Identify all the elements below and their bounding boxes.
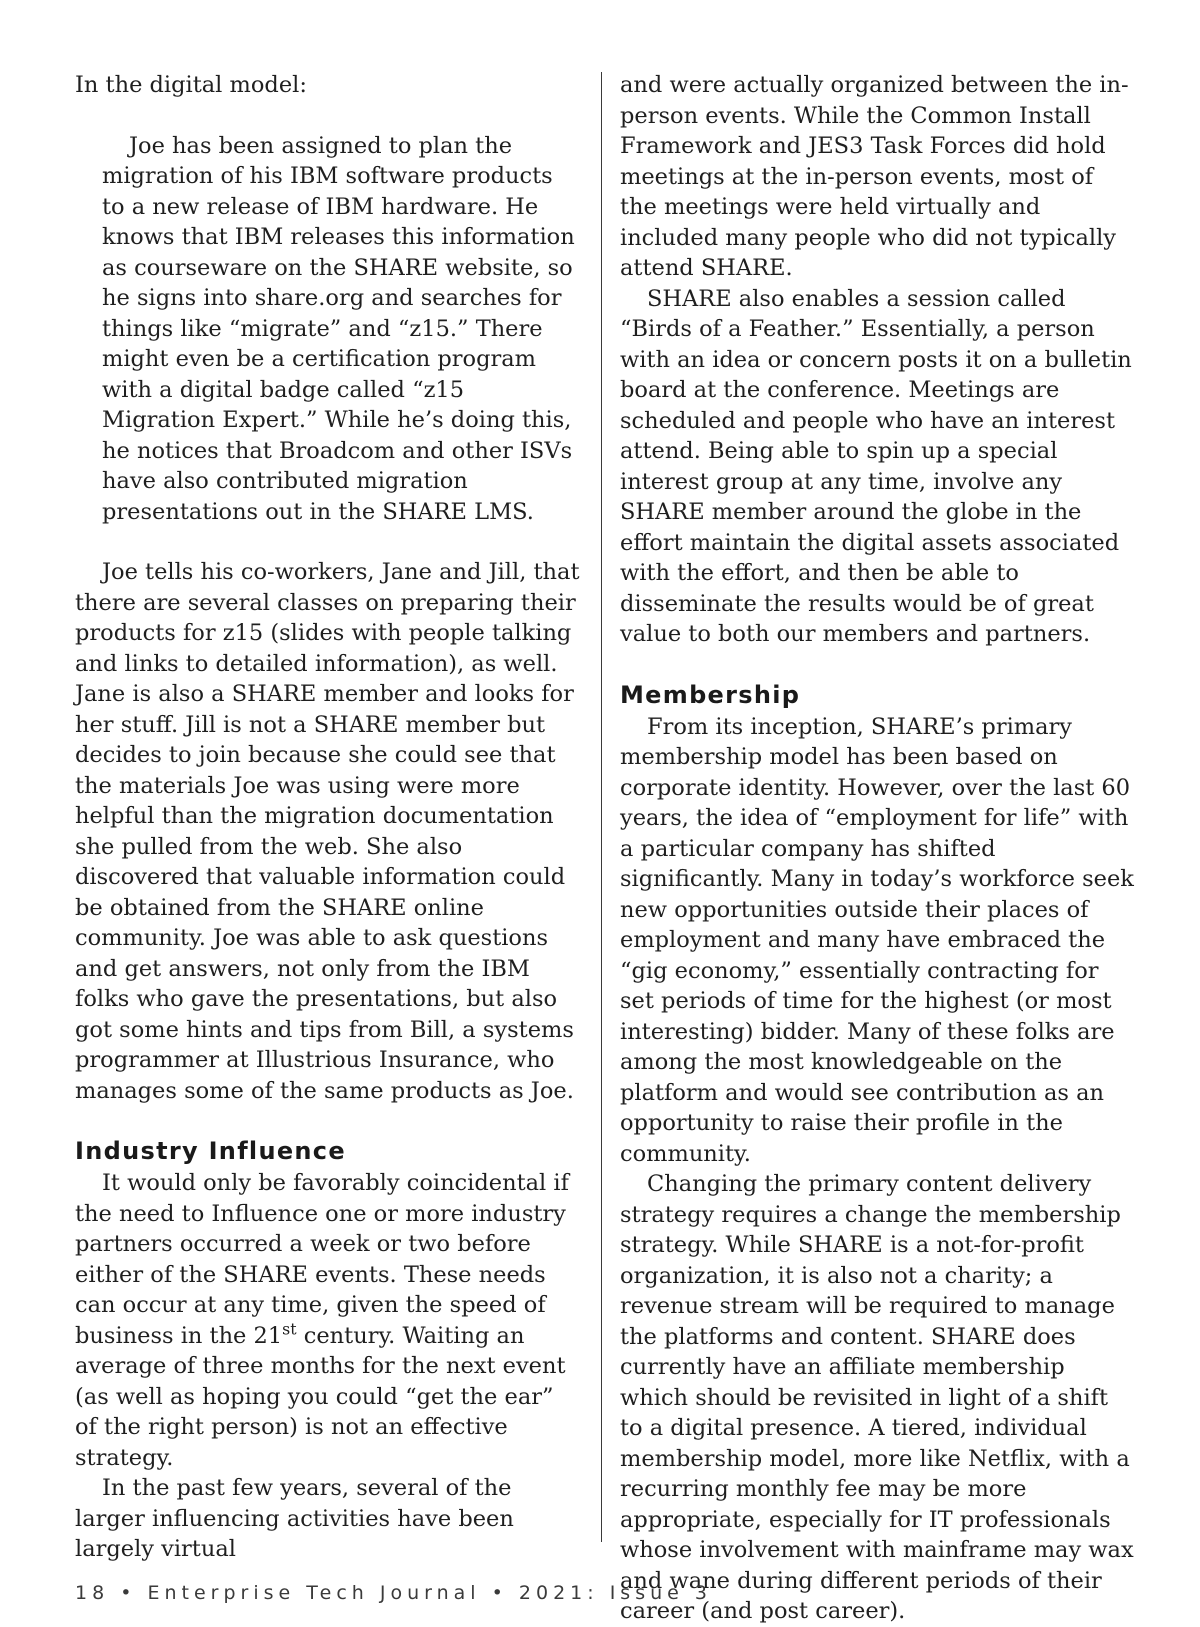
scenario-quote: Joe has been assigned to plan the migration of his IBM software products to a new release of IBM hardware. He knows that IBM releases this information as courseware on the SHARE website, so he signs into share.org and searches for things like “migrate” and “z15.” There might even be a certification program with a digital badge called “z15 Migration Expert.” While he’s doing this, he notices that Broadcom and other ISVs have also contributed migration presentations out in the SHARE LMS. bbox=[102, 132, 575, 525]
paragraph-task-forces: and were actually organized between the in-person events. While the Common Install Framework and JES3 Task Forces did hold meetings at the in-person events, most of the meetings were held virtually and included many people who did not typically attend SHARE. bbox=[620, 72, 1129, 281]
column-divider bbox=[601, 72, 602, 1542]
paragraph-virtual-activities: In the past few years, several of the larger influencing activities have been largely virtual bbox=[75, 1475, 514, 1562]
paragraph-content-strategy: Changing the primary content delivery strategy requires a change the membership strategy. While SHARE is a not-for-profit organization, it is also not a charity; a revenue stream will be required to manage the platforms and content. SHARE does currently have an affiliate membership which should be revisited in light of a shift to a digital presence. A tiered, individual membership model, more like Netflix, with a recurring monthly fee may be more appropriate, especially for IT professionals whose involvement with mainframe may wax and wane during different periods of their career (and post career). bbox=[620, 1171, 1134, 1624]
publication-name: Enterprise Tech Journal bbox=[147, 1582, 481, 1604]
paragraph-industry-text-b: century. Waiting an average of three months for the next event (as well as hoping you could “get the ear” of the right person) is not an effective strategy. bbox=[75, 1322, 566, 1471]
paragraph-membership-model: From its inception, SHARE’s primary membership model has been based on corporate identity. However, over the last 60 years, the idea of “employment for life” with a particular company has shifted significantly. Many in today’s workforce seek new opportunities outside their places of employment and many have embraced the “gig economy,” essentially contracting for set periods of time for the highest (or most interesting) bidder. Many of these folks are among the most knowledgeable on the platform and would see contribution as an opportunity to raise their profile in the community. bbox=[620, 713, 1134, 1167]
paragraph-birds-of-a-feather: SHARE also enables a session called “Birds of a Feather.” Essentially, a person with an idea or concern posts it on a bulletin board at the conference. Meetings are scheduled and people who have an interest attend. Being able to spin up a special interest group at any time, involve any SHARE member around the globe in the effort maintain the digital assets associated with the effort, and then be able to disseminate the results would be of great value to both our members and partners. bbox=[620, 285, 1132, 647]
heading-membership: Membership bbox=[620, 680, 801, 709]
issue-label: 2021: Issue 3 bbox=[518, 1582, 712, 1604]
heading-industry-influence: Industry Influence bbox=[75, 1137, 346, 1165]
footer-bullet-icon: • bbox=[491, 1582, 508, 1604]
page-number: 18 bbox=[75, 1582, 110, 1604]
superscript-st: st bbox=[282, 1319, 297, 1338]
paragraph-coworkers: Joe tells his co-workers, Jane and Jill, that there are several classes on preparing their products for z15 (slides with people talking and links to detailed information), as well. Jane is also a SHARE member and looks for her stuff. Jill is not a SHARE member but decides to join because she could see that the materials Joe was using were more helpful than the migration documentation she pulled from the web. She also discovered that valuable information could be obtained from the SHARE online community. Joe was able to ask questions and get answers, not only from the IBM folks who gave the presentations, but also got some hints and tips from Bill, a systems programmer at Illustrious Insurance, who manages some of the same products as Joe. bbox=[75, 559, 580, 1104]
intro-line: In the digital model: bbox=[75, 72, 307, 98]
paragraph-industry-influence bbox=[75, 1168, 580, 1473]
left-column bbox=[75, 70, 580, 1565]
footer-bullet-icon: • bbox=[120, 1582, 137, 1604]
paragraph-industry-text-a: It would only be favorably coincidental if the need to Influence one or more industry partners occurred a week or two before either of the SHARE events. These needs can occur at any time, given the speed of business in the 21 bbox=[75, 1170, 569, 1349]
right-column bbox=[620, 70, 1135, 1627]
page-footer bbox=[75, 1582, 712, 1604]
